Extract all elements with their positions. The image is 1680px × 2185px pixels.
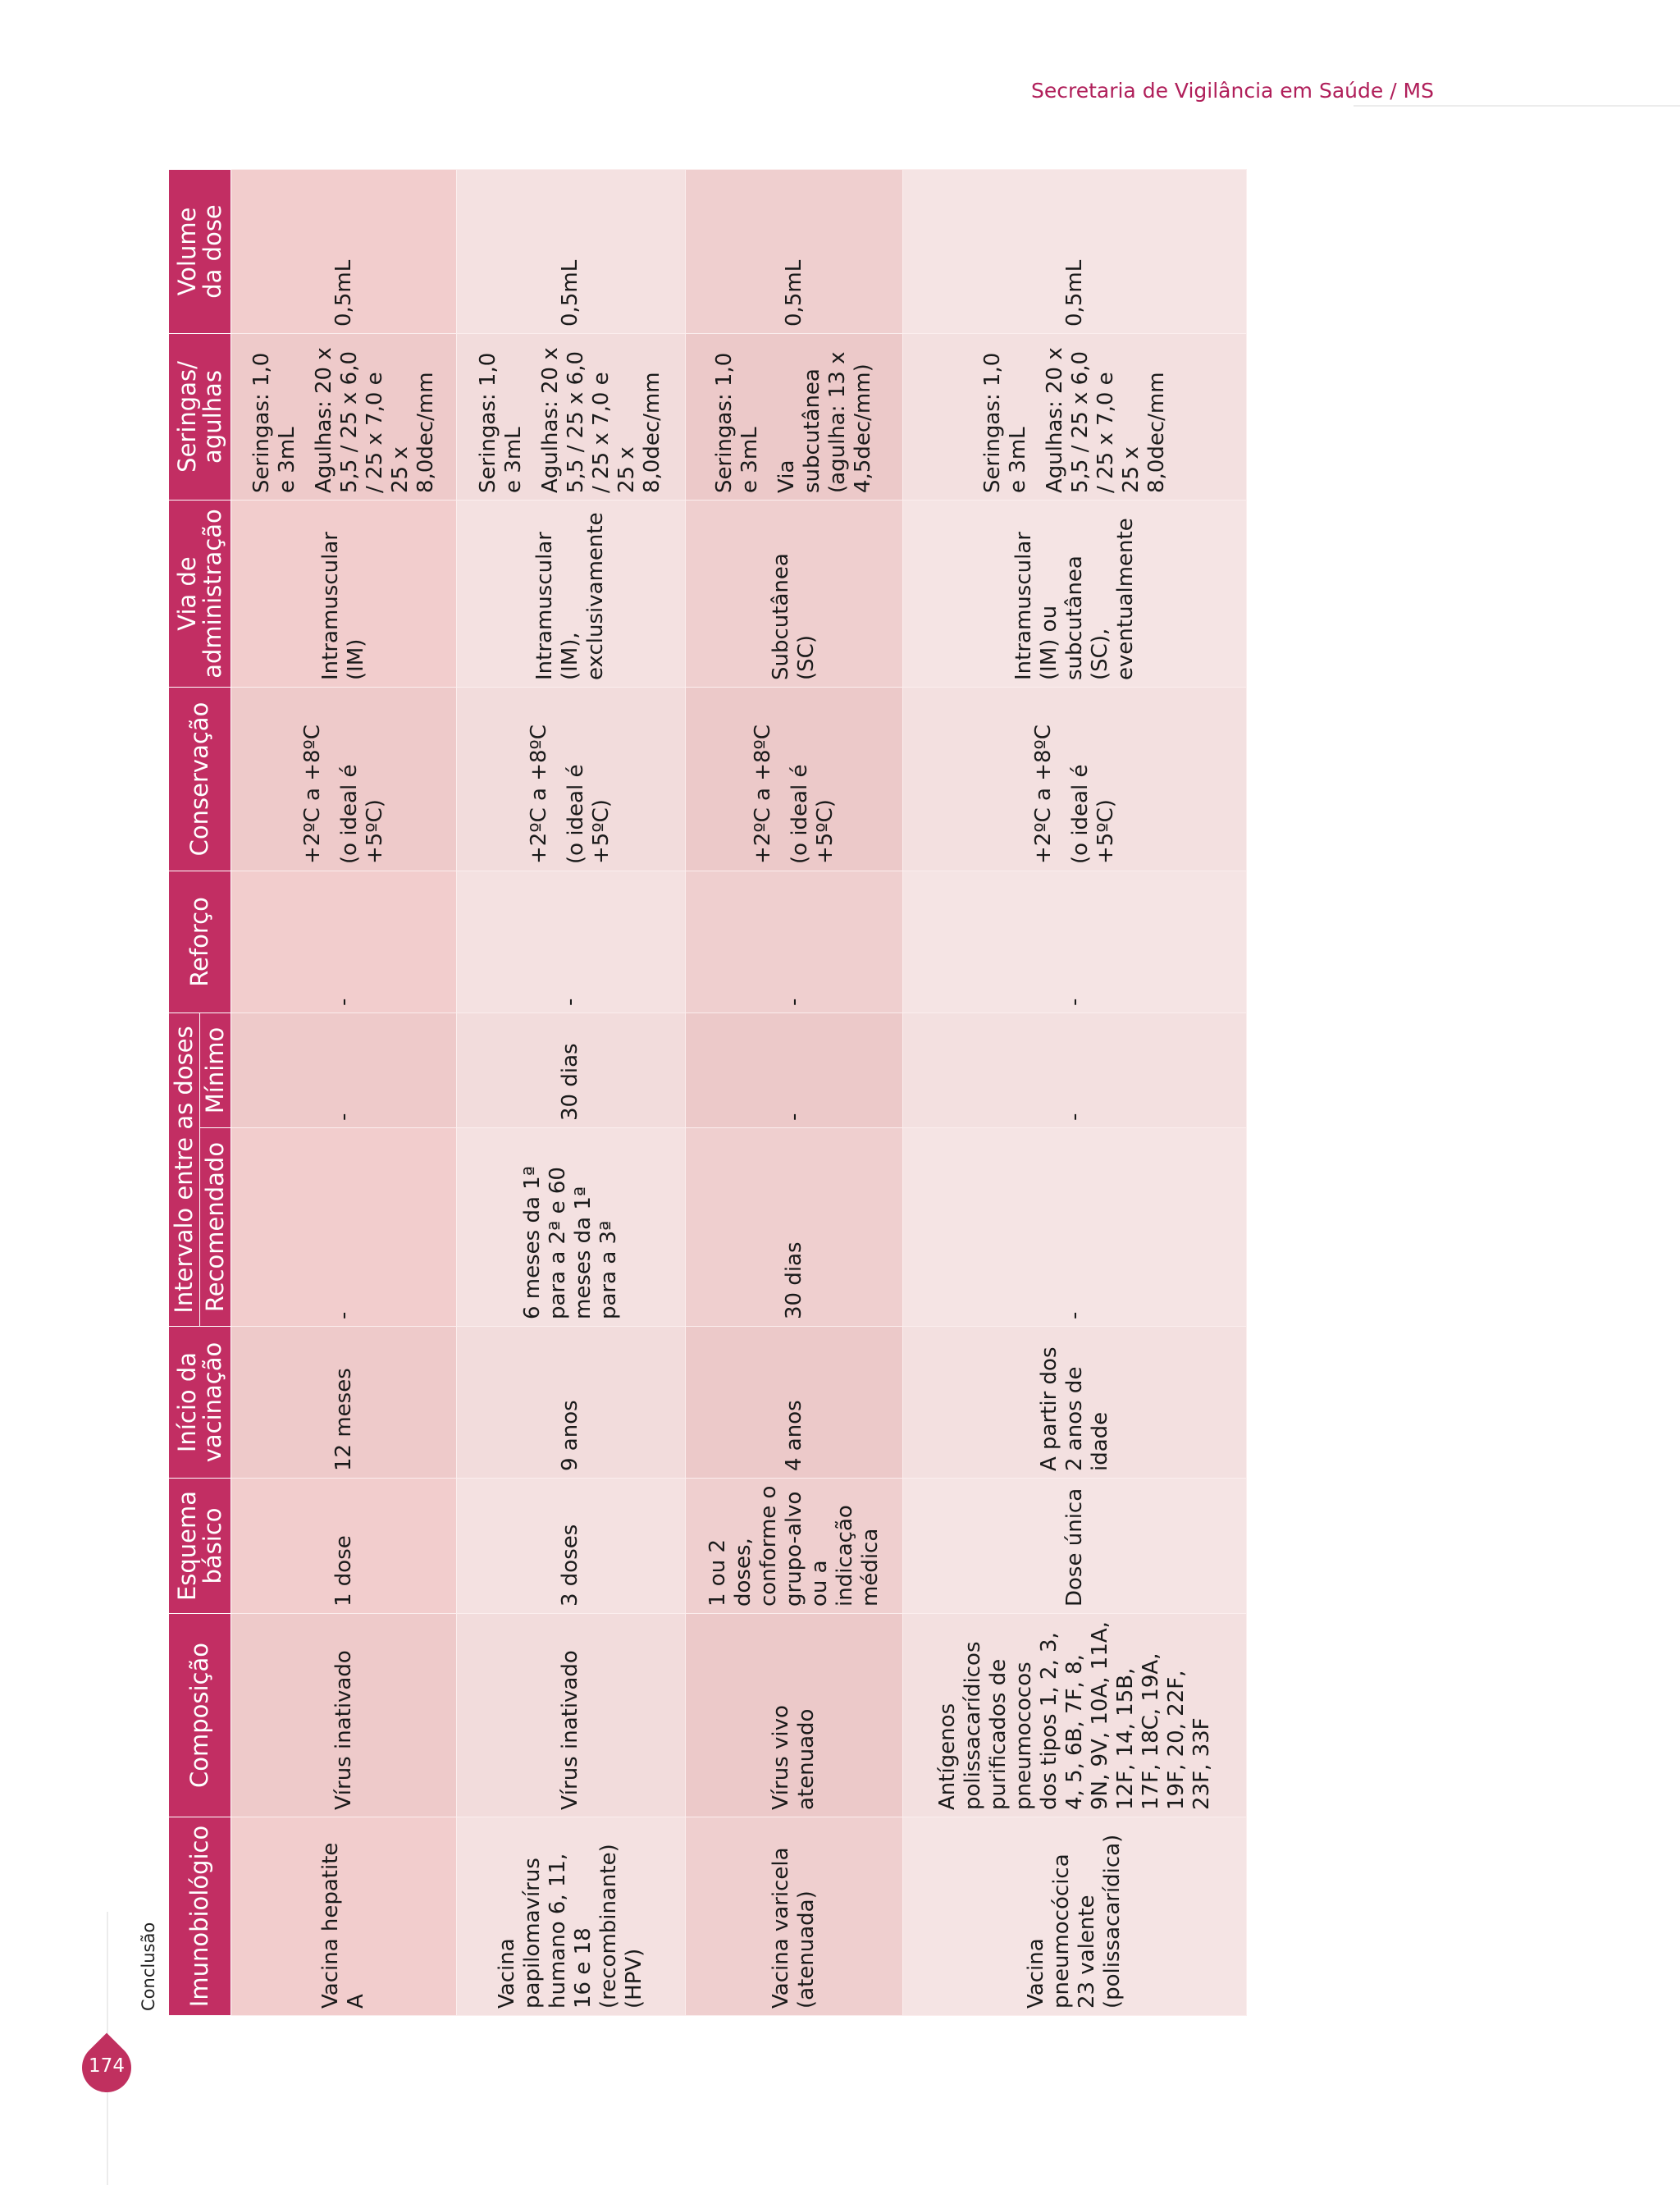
cell-recomendado: - — [231, 1128, 457, 1327]
cell-esquema: 1 ou 2 doses, conforme o grupo-alvo ou a indicação médica — [685, 1479, 903, 1614]
cell-minimo: 30 dias — [457, 1013, 685, 1127]
vaccine-table-rotated — [168, 170, 1247, 2016]
agulhas-text: Agulhas: 20 x 5,5 / 25 x 6,0 / 25 x 7,0 e 25 x 8,0dec/mm — [311, 347, 438, 493]
cell-reforco: - — [685, 871, 903, 1013]
col-volume-l1: Volume — [172, 207, 201, 296]
cell-composicao: Vírus inativado — [457, 1614, 685, 1817]
cell-seringas — [903, 333, 1247, 500]
table-row — [231, 169, 457, 2015]
col-esquema-l1: Esquema — [172, 1490, 201, 1602]
seringas-text: Seringas: 1,0 e 3mL — [712, 352, 762, 493]
cell-seringas — [231, 333, 457, 500]
cell-minimo: - — [231, 1013, 457, 1127]
cell-via: Intramuscular (IM) ou subcutânea (SC), eventualmente — [903, 500, 1247, 687]
cell-esquema: 3 doses — [457, 1479, 685, 1614]
col-reforco: Reforço — [169, 871, 231, 1013]
col-via-l1: Via de — [172, 556, 201, 631]
cell-minimo: - — [903, 1013, 1247, 1127]
cell-inicio: 4 anos — [685, 1327, 903, 1479]
col-composicao: Composição — [169, 1614, 231, 1817]
col-volume-l2: da dose — [198, 204, 226, 299]
agulhas-text: Agulhas: 20 x 5,5 / 25 x 6,0 / 25 x 7,0 e 25 x 8,0dec/mm — [538, 347, 665, 493]
col-inicio — [169, 1327, 231, 1479]
cell-volume: 0,5mL — [457, 169, 685, 333]
col-inicio-l2: vacinação — [198, 1342, 226, 1463]
seringas-text: Seringas: 1,0 e 3mL — [249, 352, 299, 493]
col-inicio-l1: Início da — [172, 1351, 201, 1453]
conservacao-range: +2ºC a +8ºC — [527, 725, 552, 864]
conservacao-ideal: (o ideal é +5ºC) — [1067, 764, 1118, 864]
cell-recomendado: 30 dias — [685, 1128, 903, 1327]
col-via — [169, 500, 231, 687]
agulhas-text: Agulhas: 20 x 5,5 / 25 x 6,0 / 25 x 7,0 e 25 x 8,0dec/mm — [1042, 347, 1169, 493]
cell-volume: 0,5mL — [685, 169, 903, 333]
cell-composicao: Vírus inativado — [231, 1614, 457, 1817]
cell-inicio: 12 meses — [231, 1327, 457, 1479]
cell-volume: 0,5mL — [903, 169, 1247, 333]
col-seringas — [169, 333, 231, 500]
table-caption: Conclusão — [139, 1922, 158, 2011]
conservacao-range: +2ºC a +8ºC — [750, 725, 775, 864]
cell-imunobiologico: Vacina pneumocócica 23 valente (polissacarídica) — [903, 1817, 1247, 2016]
cell-reforco: - — [903, 871, 1247, 1013]
cell-composicao: Vírus vivo atenuado — [685, 1614, 903, 1817]
cell-imunobiologico: Vacina varicela (atenuada) — [685, 1817, 903, 2016]
conservacao-range: +2ºC a +8ºC — [1030, 725, 1056, 864]
col-esquema — [169, 1479, 231, 1614]
running-header: Secretaria de Vigilância em Saúde / MS — [1030, 79, 1434, 103]
cell-via: Intramuscular (IM) — [231, 500, 457, 687]
agulhas-text: Via subcutânea (agulha: 13 x 4,5dec/mm) — [774, 351, 875, 493]
cell-volume: 0,5mL — [231, 169, 457, 333]
cell-reforco: - — [231, 871, 457, 1013]
cell-reforco: - — [457, 871, 685, 1013]
conservacao-ideal: (o ideal é +5ºC) — [787, 764, 838, 864]
col-seringas-l2: agulhas — [198, 370, 226, 464]
cell-conservacao — [903, 687, 1247, 871]
cell-seringas — [685, 333, 903, 500]
cell-via: Subcutânea (SC) — [685, 500, 903, 687]
cell-imunobiologico: Vacina papilomavírus humano 6, 11, 16 e 18 (recombinante) (HPV) — [457, 1817, 685, 2016]
conservacao-range: +2ºC a +8ºC — [299, 725, 325, 864]
cell-conservacao — [685, 687, 903, 871]
col-minimo: Mínimo — [200, 1013, 231, 1127]
seringas-text: Seringas: 1,0 e 3mL — [476, 352, 527, 493]
cell-inicio: 9 anos — [457, 1327, 685, 1479]
cell-minimo: - — [685, 1013, 903, 1127]
cell-recomendado: 6 meses da 1ª para a 2ª e 60 meses da 1ª para a 3ª — [457, 1128, 685, 1327]
vaccine-table — [168, 169, 1247, 2016]
cell-seringas — [457, 333, 685, 500]
col-conservacao: Conservação — [169, 687, 231, 871]
col-imunobiologico: Imunobiológico — [169, 1817, 231, 2016]
seringas-text: Seringas: 1,0 e 3mL — [979, 352, 1030, 493]
table-row — [457, 169, 685, 2015]
cell-esquema: 1 dose — [231, 1479, 457, 1614]
page-number: 174 — [89, 2055, 125, 2077]
cell-conservacao — [457, 687, 685, 871]
col-recomendado: Recomendado — [200, 1128, 231, 1327]
conservacao-ideal: (o ideal é +5ºC) — [564, 764, 614, 864]
col-volume — [169, 169, 231, 333]
cell-esquema: Dose única — [903, 1479, 1247, 1614]
col-via-l2: administração — [198, 509, 226, 679]
cell-via: Intramuscular (IM), exclusivamente — [457, 500, 685, 687]
col-esquema-l2: básico — [198, 1507, 226, 1584]
col-intervalo: Intervalo entre as doses — [169, 1013, 200, 1326]
cell-conservacao — [231, 687, 457, 871]
cell-imunobiologico: Vacina hepatite A — [231, 1817, 457, 2016]
cell-recomendado: - — [903, 1128, 1247, 1327]
col-seringas-l1: Seringas/ — [172, 361, 201, 473]
table-row — [685, 169, 903, 2015]
header-rule — [1354, 105, 1680, 107]
cell-inicio: A partir dos 2 anos de idade — [903, 1327, 1247, 1479]
cell-composicao: Antígenos polissacarídicos purificados de pneumococos dos tipos 1, 2, 3, 4, 5, 6B, 7F, 8, 9N, 9V, 10A, 11A, 12F, 14, 15B, 17F, 18C, 19A, 19F, 20, 22F, 23F, 33F — [903, 1614, 1247, 1817]
conservacao-ideal: (o ideal é +5ºC) — [336, 764, 387, 864]
table-row — [903, 169, 1247, 2015]
